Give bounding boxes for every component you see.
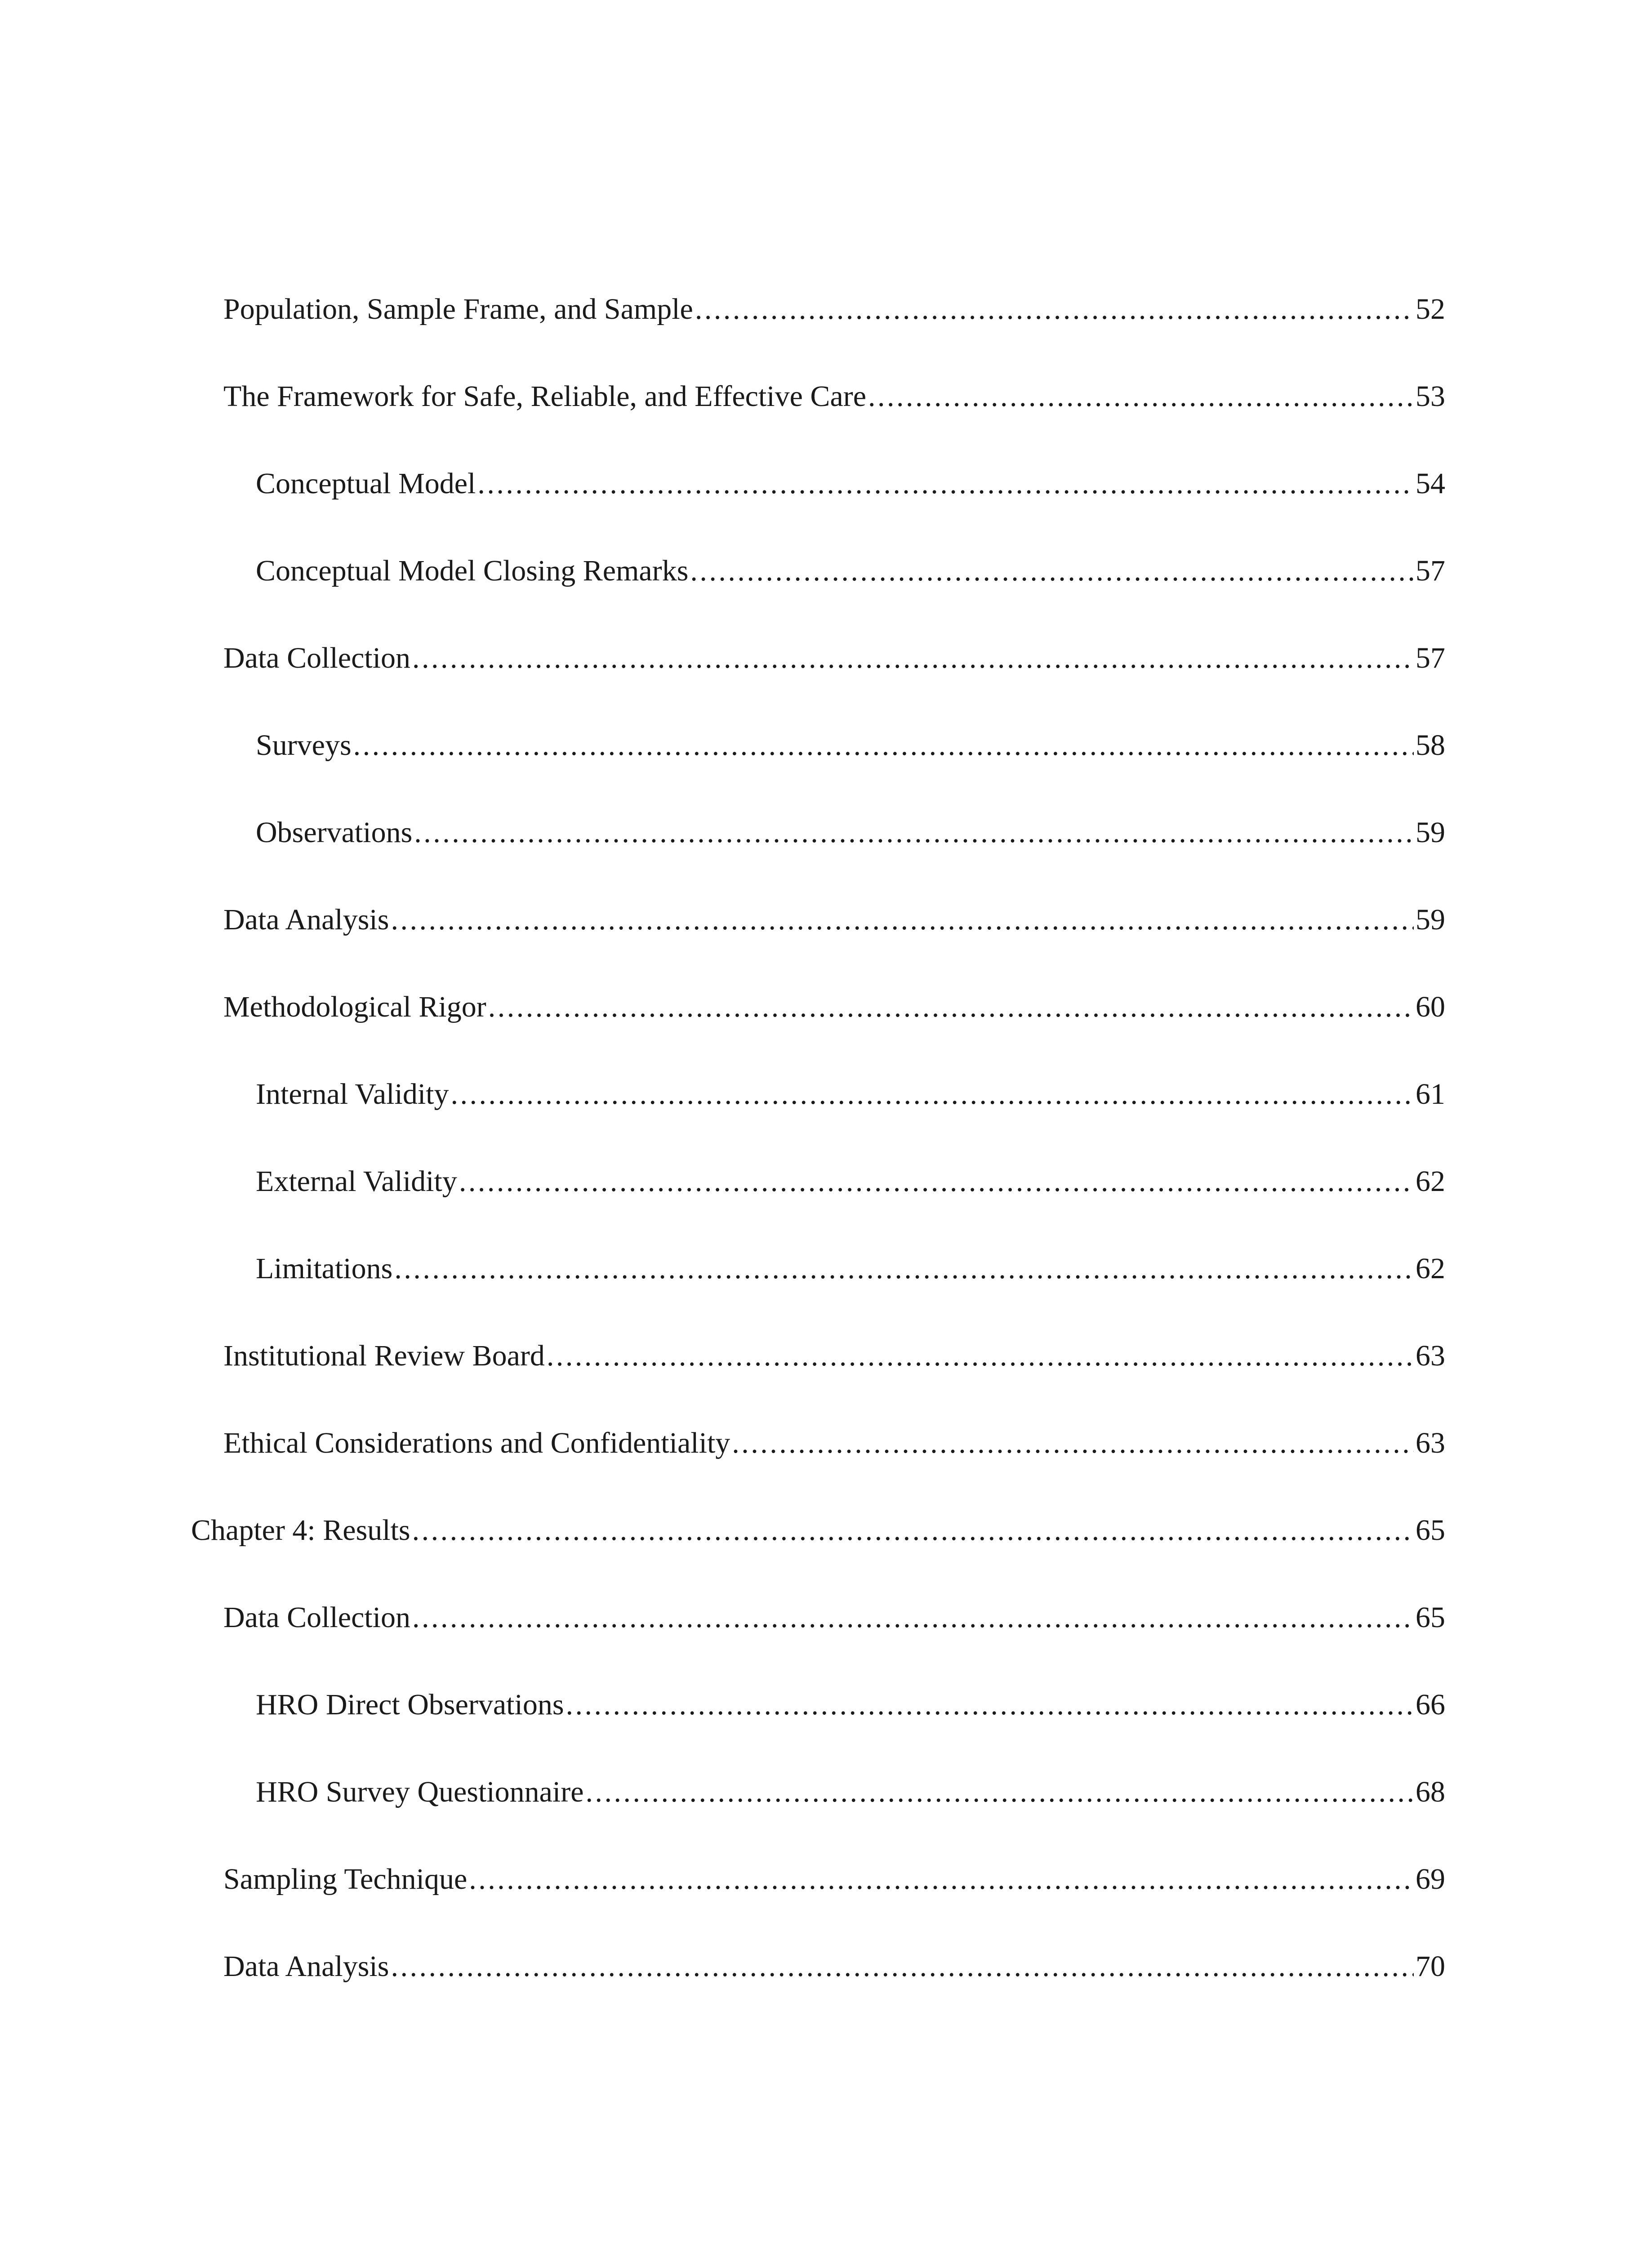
toc-entry-title: Internal Validity: [256, 1078, 449, 1111]
toc-entry-page: 70: [1416, 1950, 1445, 1983]
toc-entry-page: 63: [1416, 1339, 1445, 1372]
toc-entry-title: Chapter 4: Results: [191, 1514, 410, 1547]
toc-dot-leader: [412, 1603, 1414, 1632]
toc-dot-leader: [469, 1864, 1414, 1894]
toc-entry-title: Observations: [256, 816, 413, 849]
toc-entry-page: 65: [1416, 1601, 1445, 1634]
toc-entry-page: 63: [1416, 1427, 1445, 1459]
toc-entry-title: Sampling Technique: [223, 1863, 468, 1896]
toc-entry-title: Methodological Rigor: [223, 990, 486, 1023]
toc-entry: [191, 1079, 1445, 1167]
toc-dot-leader: [391, 905, 1414, 935]
toc-entry-page: 59: [1416, 816, 1445, 849]
toc-entry-title: Data Collection: [223, 1601, 411, 1634]
toc-entry: [191, 469, 1445, 556]
toc-entry-page: 59: [1416, 903, 1445, 936]
toc-dot-leader: [690, 556, 1414, 586]
toc-entry: [191, 556, 1445, 643]
toc-entry: [191, 1690, 1445, 1777]
toc-entry: [191, 643, 1445, 731]
toc-entry-title: External Validity: [256, 1165, 457, 1198]
toc-dot-leader: [412, 1516, 1414, 1545]
toc-dot-leader: [547, 1341, 1414, 1371]
toc-entry-page: 62: [1416, 1165, 1445, 1198]
toc-dot-leader: [391, 1952, 1414, 1981]
toc-entry: [191, 1864, 1445, 1952]
toc-entry: [191, 1603, 1445, 1690]
toc-dot-leader: [868, 382, 1414, 411]
table-of-contents: [191, 294, 1445, 2039]
toc-entry: [191, 1952, 1445, 2039]
toc-entry-title: Data Collection: [223, 642, 411, 674]
toc-entry: [191, 1777, 1445, 1864]
toc-entry-title: Conceptual Model: [256, 467, 476, 500]
toc-entry: [191, 1254, 1445, 1341]
toc-dot-leader: [459, 1167, 1414, 1196]
toc-entry-title: Data Analysis: [223, 1950, 389, 1983]
toc-entry: [191, 294, 1445, 382]
toc-entry: [191, 731, 1445, 818]
toc-dot-leader: [412, 643, 1414, 673]
toc-entry-page: 58: [1416, 729, 1445, 762]
toc-dot-leader: [451, 1079, 1414, 1109]
toc-dot-leader: [586, 1777, 1414, 1807]
toc-entry-page: 57: [1416, 554, 1445, 587]
toc-entry-page: 54: [1416, 467, 1445, 500]
toc-entry-page: 66: [1416, 1688, 1445, 1721]
toc-entry: [191, 818, 1445, 905]
toc-chapter-entry: [191, 1516, 1445, 1603]
toc-dot-leader: [414, 818, 1414, 847]
toc-entry-title: HRO Direct Observations: [256, 1688, 564, 1721]
toc-dot-leader: [566, 1690, 1414, 1720]
toc-dot-leader: [695, 294, 1414, 324]
toc-dot-leader: [353, 731, 1414, 760]
toc-entry-page: 60: [1416, 990, 1445, 1023]
toc-entry-page: 62: [1416, 1252, 1445, 1285]
toc-dot-leader: [394, 1254, 1414, 1284]
toc-entry-title: Ethical Considerations and Confidentiality: [223, 1427, 730, 1459]
toc-entry: [191, 1428, 1445, 1516]
toc-entry-title: Surveys: [256, 729, 352, 762]
toc-entry-title: Data Analysis: [223, 903, 389, 936]
toc-entry-page: 53: [1416, 380, 1445, 413]
toc-entry-page: 68: [1416, 1775, 1445, 1808]
toc-entry: [191, 905, 1445, 992]
toc-entry-page: 57: [1416, 642, 1445, 674]
toc-entry-title: Limitations: [256, 1252, 393, 1285]
toc-dot-leader: [488, 992, 1414, 1022]
toc-entry-page: 69: [1416, 1863, 1445, 1896]
toc-entry-page: 52: [1416, 293, 1445, 326]
toc-entry-page: 65: [1416, 1514, 1445, 1547]
toc-entry-title: Conceptual Model Closing Remarks: [256, 554, 689, 587]
toc-entry: [191, 1341, 1445, 1428]
toc-entry-page: 61: [1416, 1078, 1445, 1111]
toc-entry-title: The Framework for Safe, Reliable, and Effective Care: [223, 380, 867, 413]
toc-entry-title: Population, Sample Frame, and Sample: [223, 293, 693, 326]
toc-entry-title: HRO Survey Questionnaire: [256, 1775, 584, 1808]
toc-dot-leader: [477, 469, 1414, 499]
toc-entry-title: Institutional Review Board: [223, 1339, 545, 1372]
toc-entry: [191, 992, 1445, 1079]
toc-entry: [191, 382, 1445, 469]
toc-entry: [191, 1167, 1445, 1254]
toc-dot-leader: [732, 1428, 1414, 1458]
